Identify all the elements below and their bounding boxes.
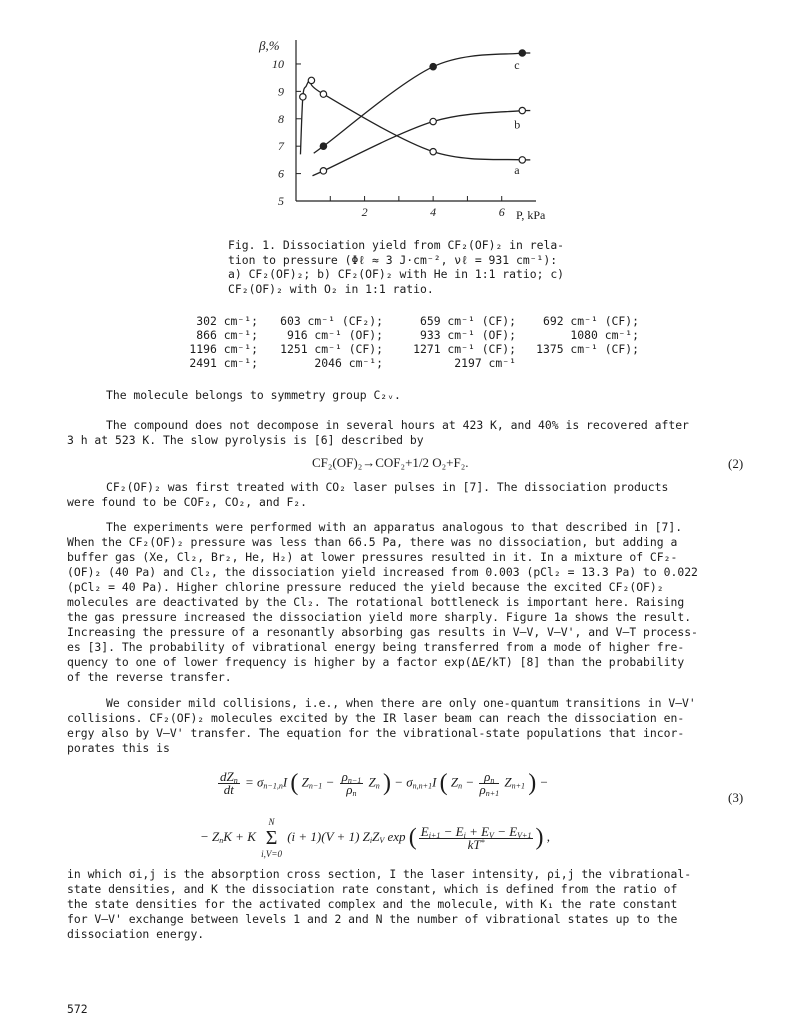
- data-point-c: [430, 64, 436, 70]
- figure-caption: [228, 238, 564, 296]
- y-tick-label: 10: [272, 56, 284, 71]
- series-a: [300, 77, 531, 177]
- series-c: [314, 50, 531, 153]
- series-label-b: b: [514, 117, 521, 132]
- data-point-a: [519, 157, 525, 163]
- y-tick-label: 8: [278, 111, 284, 126]
- data-point-a: [300, 94, 306, 100]
- caption-line: a) CF₂(OF)₂; b) CF₂(OF)₂ with He in 1:1 ratio; c): [228, 267, 565, 281]
- page-number: 572: [67, 1002, 88, 1016]
- paragraph-line: Increasing the pressure of a resonantly absorbing gas results in V–V, V–V', and V–T process-: [67, 625, 698, 639]
- equation-3-line-1: $\frac{dZ_n}{dt}$ = $\sigma_{n-1,n}I$ ( $Z_{n-1}$ − $\frac{\rho_{n-1}}{\rho_n}$ $Z_n$ ) − $\sigma_{n,n+1}I$ ( $Z_n$ − $\frac{\rho_n}{\rho_{n+1}}$ $Z_{n+1}$ ) −: [220, 769, 549, 798]
- caption-line: CF₂(OF)₂ with O₂ in 1:1 ratio.: [228, 281, 434, 296]
- series-label-c: c: [514, 58, 520, 72]
- paragraph-line: porates this is: [67, 741, 170, 755]
- paragraph-line: (OF)₂ (40 Pa) and Cl₂, the dissociation yield increased from 0.003 (pCl₂ = 13.3 Pa) to 0.022: [67, 565, 698, 579]
- caption-line: tion to pressure (Φℓ ≈ 3 J·cm⁻², νℓ = 931 cm⁻¹):: [228, 252, 558, 267]
- spectrum-cell: 1080 cm⁻¹;: [570, 328, 639, 342]
- paragraph-line: We consider mild collisions, i.e., when there are only one-quantum transitions in V–V': [106, 696, 696, 710]
- paragraph-line: buffer gas (Xe, Cl₂, Br₂, He, H₂) at lower pressures resulted in it. In a mixture of CF₂-: [67, 550, 678, 564]
- y-tick-label: 9: [278, 84, 284, 99]
- paragraph-line: dissociation energy.: [67, 927, 205, 941]
- table-row: [186, 314, 644, 328]
- spectrum-cell: 1196 cm⁻¹;: [189, 342, 258, 356]
- paragraph-line: The experiments were performed with an apparatus analogous to that described in [7].: [106, 520, 683, 534]
- spectrum-cell: 603 cm⁻¹ (CF₂);: [280, 314, 383, 328]
- spectrum-cell: 933 cm⁻¹ (OF);: [419, 328, 516, 342]
- paragraph-line: collisions. CF₂(OF)₂ molecules excited by the IR laser beam can reach the dissociation en-: [67, 711, 685, 725]
- table-row: [186, 328, 644, 342]
- paragraph-line: (pCl₂ = 40 Pa). Higher chlorine pressure reduced the yield because the excited CF₂(OF)₂: [67, 580, 664, 594]
- table-row: [186, 342, 644, 356]
- paragraph-line: CF₂(OF)₂ was first treated with CO₂ laser pulses in [7]. The dissociation products: [106, 480, 669, 494]
- paragraph-line: of the reverse transfer.: [67, 670, 232, 684]
- data-point-b: [430, 118, 436, 124]
- paragraph-line: es [3]. The probability of vibrational energy being transferred from a mode of higher fre-: [67, 640, 685, 654]
- data-point-b: [320, 168, 326, 174]
- spectrum-cell: 1375 cm⁻¹ (CF);: [536, 342, 639, 356]
- x-tick-label: 6: [498, 205, 505, 219]
- series-line-c: [323, 53, 522, 146]
- paragraph-line: When the CF₂(OF)₂ pressure was less than 66.5 Pa, there was no dissociation, but adding a: [67, 535, 678, 549]
- equation-2-number: (2): [728, 456, 744, 471]
- data-point-c: [320, 143, 326, 149]
- x-tick-label: 4: [430, 205, 437, 219]
- y-tick-label: 7: [278, 139, 284, 154]
- series-line-a: [300, 80, 522, 160]
- data-point-a: [430, 148, 436, 154]
- paragraph-line: state densities, and K the dissociation rate constant, which is defined from the ratio of: [67, 882, 678, 896]
- series-line-b: [323, 111, 522, 171]
- y-axis-label: β,%: [259, 38, 280, 53]
- spectrum-table: [186, 314, 644, 370]
- paragraph-line: were found to be COF₂, CO₂, and F₂.: [67, 495, 308, 509]
- table-row: [186, 356, 644, 370]
- spectrum-cell: 2491 cm⁻¹;: [189, 356, 258, 370]
- paragraph-line: in which σi,j is the absorption cross section, I the laser intensity, ρi,j the vibrational-: [67, 867, 692, 881]
- paragraph-line: The compound does not decompose in several hours at 423 K, and 40% is recovered after: [106, 418, 689, 432]
- paragraph-line: ergy also by V–V' transfer. The equation for the vibrational-state populations that incor-: [67, 726, 685, 740]
- spectrum-cell: [521, 356, 644, 370]
- spectrum-cell: 916 cm⁻¹ (OF);: [286, 328, 383, 342]
- y-tick-label: 6: [278, 166, 284, 181]
- spectrum-cell: 302 cm⁻¹;: [196, 314, 258, 328]
- series-label-a: a: [514, 162, 520, 177]
- caption-line: Fig. 1. Dissociation yield from CF₂(OF)₂ in rela-: [228, 238, 565, 252]
- paragraph-line: 3 h at 523 K. The slow pyrolysis is [6] described by: [67, 433, 424, 447]
- spectrum-cell: 866 cm⁻¹;: [196, 328, 258, 342]
- equation-3-number: (3): [728, 790, 744, 805]
- data-point-b: [519, 107, 525, 113]
- x-axis-label: P, kPa: [516, 208, 546, 222]
- equation-3-line-2: − $Z_nK + K$ N Σ i,V=0 (i + 1)(V + 1) $Z_iZ_V$ exp ( $\frac{E_{i+1} - E_i + E_V - E_{V+1}}{kT^*}$ ) ,: [200, 817, 550, 859]
- data-point-a: [320, 91, 326, 97]
- chart-series: [300, 50, 531, 177]
- paragraph-line: molecules are deactivated by the Cl₂. The rotational bottleneck is important here. Raising: [67, 595, 685, 609]
- spectrum-cell: 1251 cm⁻¹ (CF);: [280, 342, 383, 356]
- spectrum-cell: 659 cm⁻¹ (CF);: [419, 314, 516, 328]
- spectrum-cell: 2046 cm⁻¹;: [314, 356, 383, 370]
- paragraph-line: for V–V' exchange between levels 1 and 2 and N the number of vibrational states up to the: [67, 912, 678, 926]
- data-point-a: [308, 77, 314, 83]
- data-point-c: [519, 50, 525, 56]
- spectrum-cell: 692 cm⁻¹ (CF);: [542, 314, 639, 328]
- paragraph-line: the state densities for the activated complex and the molecule, with K₁ the rate constant: [67, 897, 678, 911]
- spectrum-cell: 2197 cm⁻¹: [454, 356, 516, 370]
- paragraph-line: the gas pressure increased the dissociation yield more sharply. Figure 1a shows the result.: [67, 610, 692, 624]
- paragraph-line: quency to one of lower frequency is higher by a factor exp(ΔE/kT) [8] than the probability: [67, 655, 685, 669]
- x-tick-label: 2: [361, 205, 368, 219]
- chart-axes: [272, 40, 536, 219]
- series-b: [312, 107, 530, 175]
- dissociation-yield-chart: [0, 0, 805, 230]
- spectrum-cell: 1271 cm⁻¹ (CF);: [413, 342, 516, 356]
- y-tick-label: 5: [278, 194, 284, 208]
- equation-2: CF₂(OF)₂→COF₂+1/2 O₂+F₂.: [312, 455, 469, 470]
- symmetry-sentence: The molecule belongs to symmetry group C₂ᵥ.: [106, 388, 401, 402]
